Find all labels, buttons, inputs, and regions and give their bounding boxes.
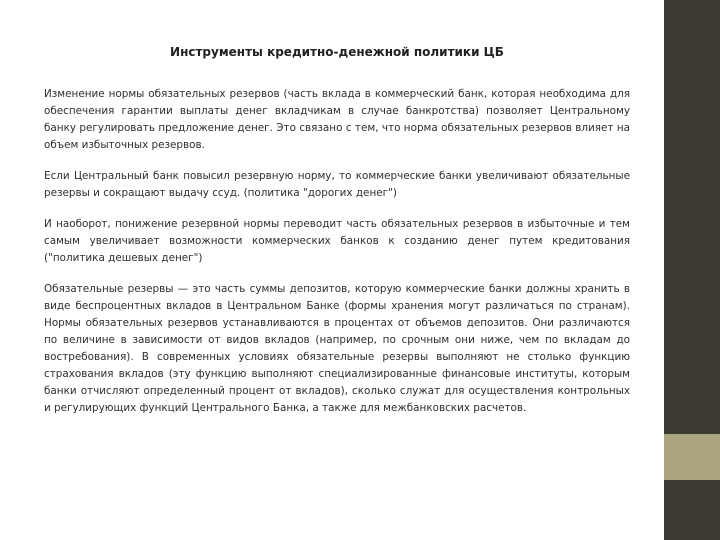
paragraph-mandatory-reserves: Обязательные резервы — это часть суммы депозитов, которую коммерческие банки должны хранить в виде беспроцентных вкладов в Центральном Банке (формы хранения могут различаться по странам). Нормы обязательных резервов устанавливаются в процентах от объемов депозитов. Они различаются по величине в зависимости от видов вкладов (например, по срочным они ниже, чем по вкладам до востребования). В современных условиях обязательные резервы выполняют не столько функцию страхования вкладов (эту функцию выполняют специализированные финансовые институты, которым банки отчисляют определенный процент от вкладов), сколько служат для осуществления контрольных и регулирующих функций Центрального Банка, а также для межбанковских расчетов. [44, 283, 630, 414]
slide-content [44, 44, 630, 431]
page-title: Инструменты кредитно-денежной политики ЦБ [170, 45, 504, 59]
decorative-side-bar [664, 0, 720, 540]
paragraph-reserve-norm: Изменение нормы обязательных резервов (часть вклада в коммерческий банк, которая необходима для обеспечения гарантии выплаты денег вкладчикам в случае банкротства) позволяет Центральному банку регулировать предложение денег. Это связано с тем, что норма обязательных резервов влияет на объем избыточных резервов. [44, 88, 630, 151]
paragraph-dear-money-policy: Если Центральный банк повысил резервную норму, то коммерческие банки увеличивают обязательные резервы и сокращают выдачу ссуд. (политика "дорогих денег") [44, 170, 630, 199]
paragraph-cheap-money-policy: И наоборот, понижение резервной нормы переводит часть обязательных резервов в избыточные и тем самым увеличивает возможности коммерческих банков к созданию денег путем кредитования ("политика дешевых денег") [44, 218, 630, 264]
side-bar-accent-block [664, 434, 720, 480]
